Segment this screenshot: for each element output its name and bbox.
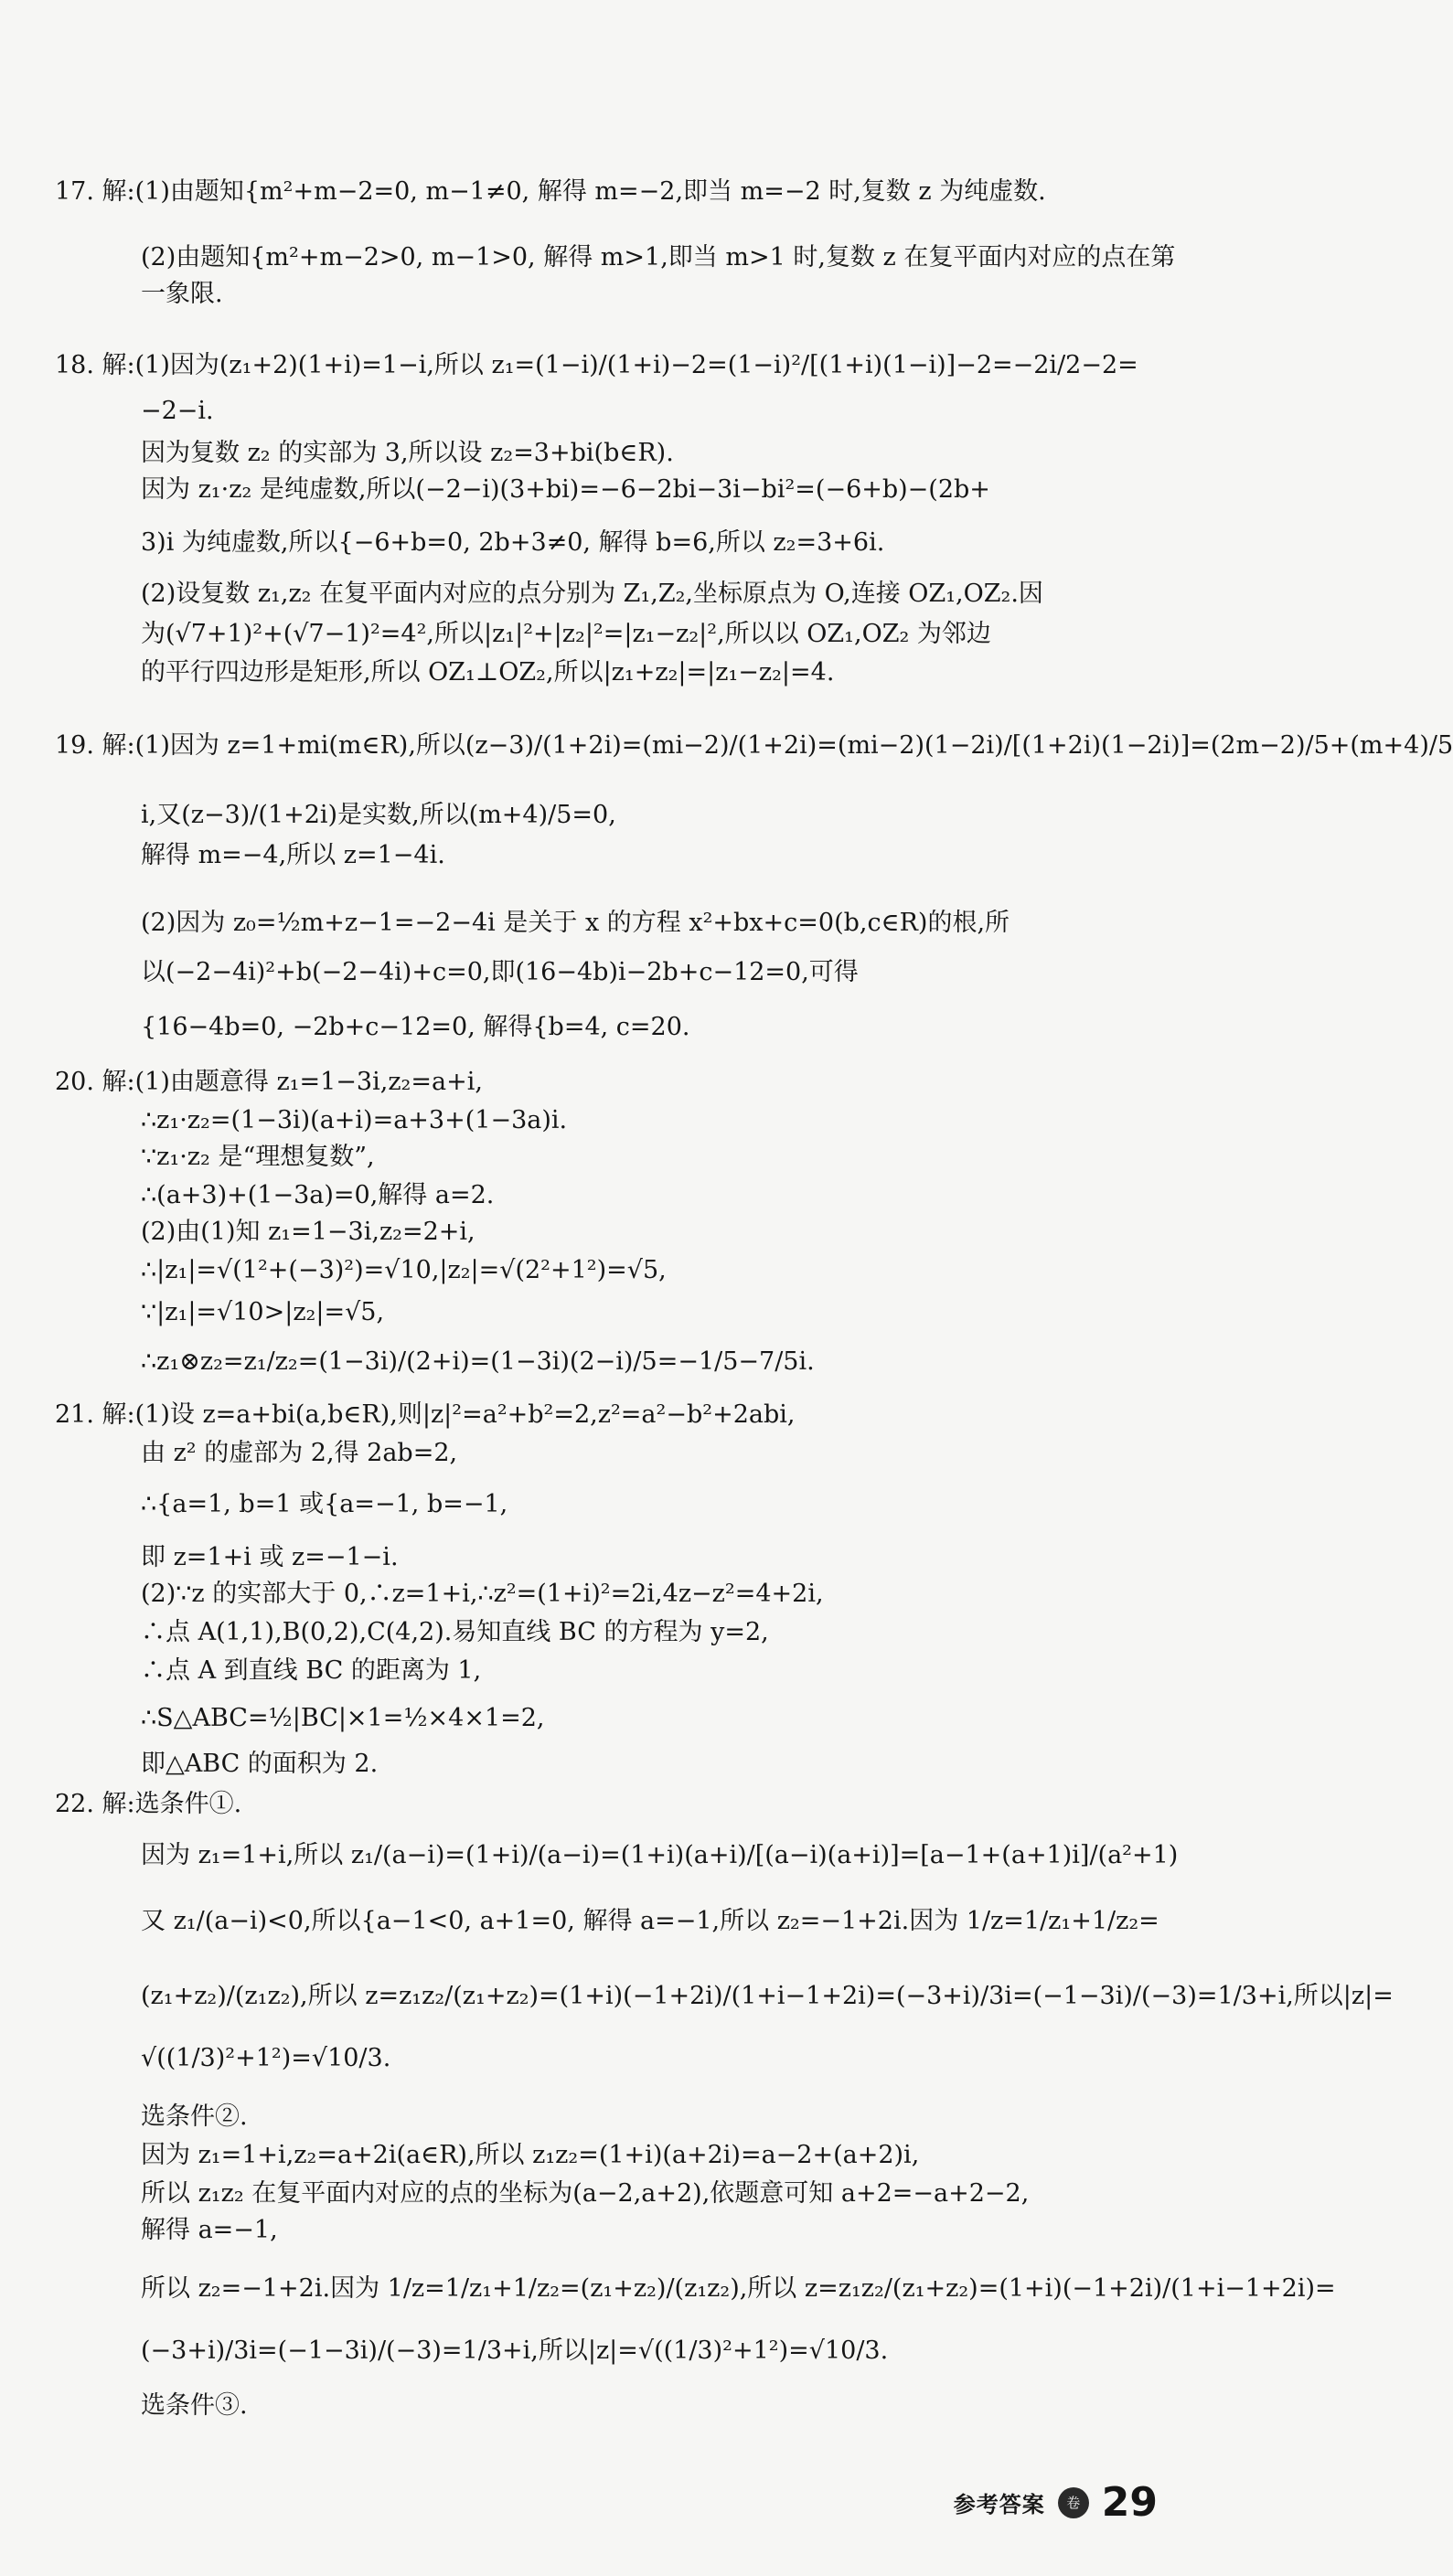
text-line: 解得 a=−1, — [141, 2216, 278, 2244]
text-line: ∵|z₁|=√10>|z₂|=√5, — [141, 1298, 385, 1326]
text-line: (2)∵z 的实部大于 0,∴z=1+i,∴z²=(1+i)²=2i,4z−z²=4+2i, — [141, 1580, 824, 1608]
text-line: (2)因为 z₀=½m+z−1=−2−4i 是关于 x 的方程 x²+bx+c=0(b,c∈R)的根,所 — [141, 909, 1010, 937]
text-line: 即△ABC 的面积为 2. — [141, 1750, 379, 1778]
text-line: ∵z₁·z₂ 是“理想复数”, — [141, 1143, 375, 1171]
text-line: 以(−2−4i)²+b(−2−4i)+c=0,即(16−4b)i−2b+c−12=0,可得 — [141, 958, 859, 986]
text-line: 18. 解:(1)因为(z₁+2)(1+i)=1−i,所以 z₁=(1−i)/(1+i)−2=(1−i)²/[(1+i)(1−i)]−2=−2i/2−2= — [55, 351, 1138, 379]
text-line: 解得 m=−4,所以 z=1−4i. — [141, 841, 445, 869]
text-line: √((1/3)²+1²)=√10/3. — [141, 2044, 391, 2072]
text-line: (z₁+z₂)/(z₁z₂),所以 z=z₁z₂/(z₁+z₂)=(1+i)(−1+2i)/(1+i−1+2i)=(−3+i)/3i=(−1−3i)/(−3)=1/3+i,所以|z|= — [141, 1982, 1394, 2010]
text-line: (−3+i)/3i=(−1−3i)/(−3)=1/3+i,所以|z|=√((1/3)²+1²)=√10/3. — [141, 2336, 889, 2365]
text-line: 20. 解:(1)由题意得 z₁=1−3i,z₂=a+i, — [55, 1068, 483, 1096]
text-line: ∴|z₁|=√(1²+(−3)²)=√10,|z₂|=√(2²+1²)=√5, — [141, 1256, 667, 1284]
volume-badge-icon: 卷 — [1058, 2487, 1089, 2518]
text-line: 因为复数 z₂ 的实部为 3,所以设 z₂=3+bi(b∈R). — [141, 439, 674, 467]
text-line: 由 z² 的虚部为 2,得 2ab=2, — [141, 1439, 458, 1467]
text-line: {16−4b=0, −2b+c−12=0, 解得{b=4, c=20. — [141, 1013, 690, 1041]
text-line: ∴点 A(1,1),B(0,2),C(4,2).易知直线 BC 的方程为 y=2, — [141, 1618, 769, 1646]
text-line: (2)设复数 z₁,z₂ 在复平面内对应的点分别为 Z₁,Z₂,坐标原点为 O,连接 OZ₁,OZ₂.因 — [141, 580, 1043, 608]
text-line: 的平行四边形是矩形,所以 OZ₁⊥OZ₂,所以|z₁+z₂|=|z₁−z₂|=4. — [141, 658, 835, 687]
text-line: 3)i 为纯虚数,所以{−6+b=0, 2b+3≠0, 解得 b=6,所以 z₂=3+6i. — [141, 528, 885, 557]
text-line: 所以 z₂=−1+2i.因为 1/z=1/z₁+1/z₂=(z₁+z₂)/(z₁z₂),所以 z=z₁z₂/(z₁+z₂)=(1+i)(−1+2i)/(1+i−1+2i)= — [141, 2274, 1336, 2303]
text-line: 因为 z₁=1+i,z₂=a+2i(a∈R),所以 z₁z₂=(1+i)(a+2i)=a−2+(a+2)i, — [141, 2141, 920, 2169]
text-line: (2)由(1)知 z₁=1−3i,z₂=2+i, — [141, 1218, 475, 1246]
text-line: 因为 z₁·z₂ 是纯虚数,所以(−2−i)(3+bi)=−6−2bi−3i−bi²=(−6+b)−(2b+ — [141, 475, 990, 504]
text-line: ∴(a+3)+(1−3a)=0,解得 a=2. — [141, 1181, 495, 1209]
text-line: 因为 z₁=1+i,所以 z₁/(a−i)=(1+i)/(a−i)=(1+i)(a+i)/[(a−i)(a+i)]=[a−1+(a+1)i]/(a²+1) — [141, 1841, 1179, 1869]
text-line: 选条件③. — [141, 2391, 248, 2420]
text-line: 22. 解:选条件①. — [55, 1790, 242, 1818]
text-line: 又 z₁/(a−i)<0,所以{a−1<0, a+1=0, 解得 a=−1,所以 z₂=−1+2i.因为 1/z=1/z₁+1/z₂= — [141, 1907, 1159, 1935]
text-line: 17. 解:(1)由题知{m²+m−2=0, m−1≠0, 解得 m=−2,即当 m=−2 时,复数 z 为纯虚数. — [55, 177, 1046, 206]
text-line: ∴S△ABC=½|BC|×1=½×4×1=2, — [141, 1704, 545, 1732]
text-line: ∴点 A 到直线 BC 的距离为 1, — [141, 1656, 482, 1685]
text-line: 一象限. — [141, 280, 223, 308]
text-line: 为(√7+1)²+(√7−1)²=4²,所以|z₁|²+|z₂|²=|z₁−z₂|²,所以以 OZ₁,OZ₂ 为邻边 — [141, 620, 991, 648]
text-line: ∴{a=1, b=1 或{a=−1, b=−1, — [141, 1490, 508, 1518]
text-line: 19. 解:(1)因为 z=1+mi(m∈R),所以(z−3)/(1+2i)=(mi−2)/(1+2i)=(mi−2)(1−2i)/[(1+2i)(1−2i)]=(2m−2)/5+(m+4)/5 — [55, 731, 1453, 760]
page-footer — [954, 2479, 1158, 2526]
text-line: 所以 z₁z₂ 在复平面内对应的点的坐标为(a−2,a+2),依题意可知 a+2=−a+2−2, — [141, 2179, 1030, 2208]
text-line: 选条件②. — [141, 2102, 248, 2131]
text-line: (2)由题知{m²+m−2>0, m−1>0, 解得 m>1,即当 m>1 时,复数 z 在复平面内对应的点在第 — [141, 243, 1176, 271]
text-line: 21. 解:(1)设 z=a+bi(a,b∈R),则|z|²=a²+b²=2,z²=a²−b²+2abi, — [55, 1400, 796, 1429]
text-line: i,又(z−3)/(1+2i)是实数,所以(m+4)/5=0, — [141, 801, 616, 829]
page-number: 29 — [1101, 2479, 1158, 2526]
footer-label: 参考答案 — [953, 2492, 1045, 2517]
text-line: ∴z₁·z₂=(1−3i)(a+i)=a+3+(1−3a)i. — [141, 1106, 568, 1134]
text-line: −2−i. — [141, 397, 214, 425]
text-line: ∴z₁⊗z₂=z₁/z₂=(1−3i)/(2+i)=(1−3i)(2−i)/5=−1/5−7/5i. — [141, 1347, 815, 1376]
text-line: 即 z=1+i 或 z=−1−i. — [141, 1543, 399, 1571]
